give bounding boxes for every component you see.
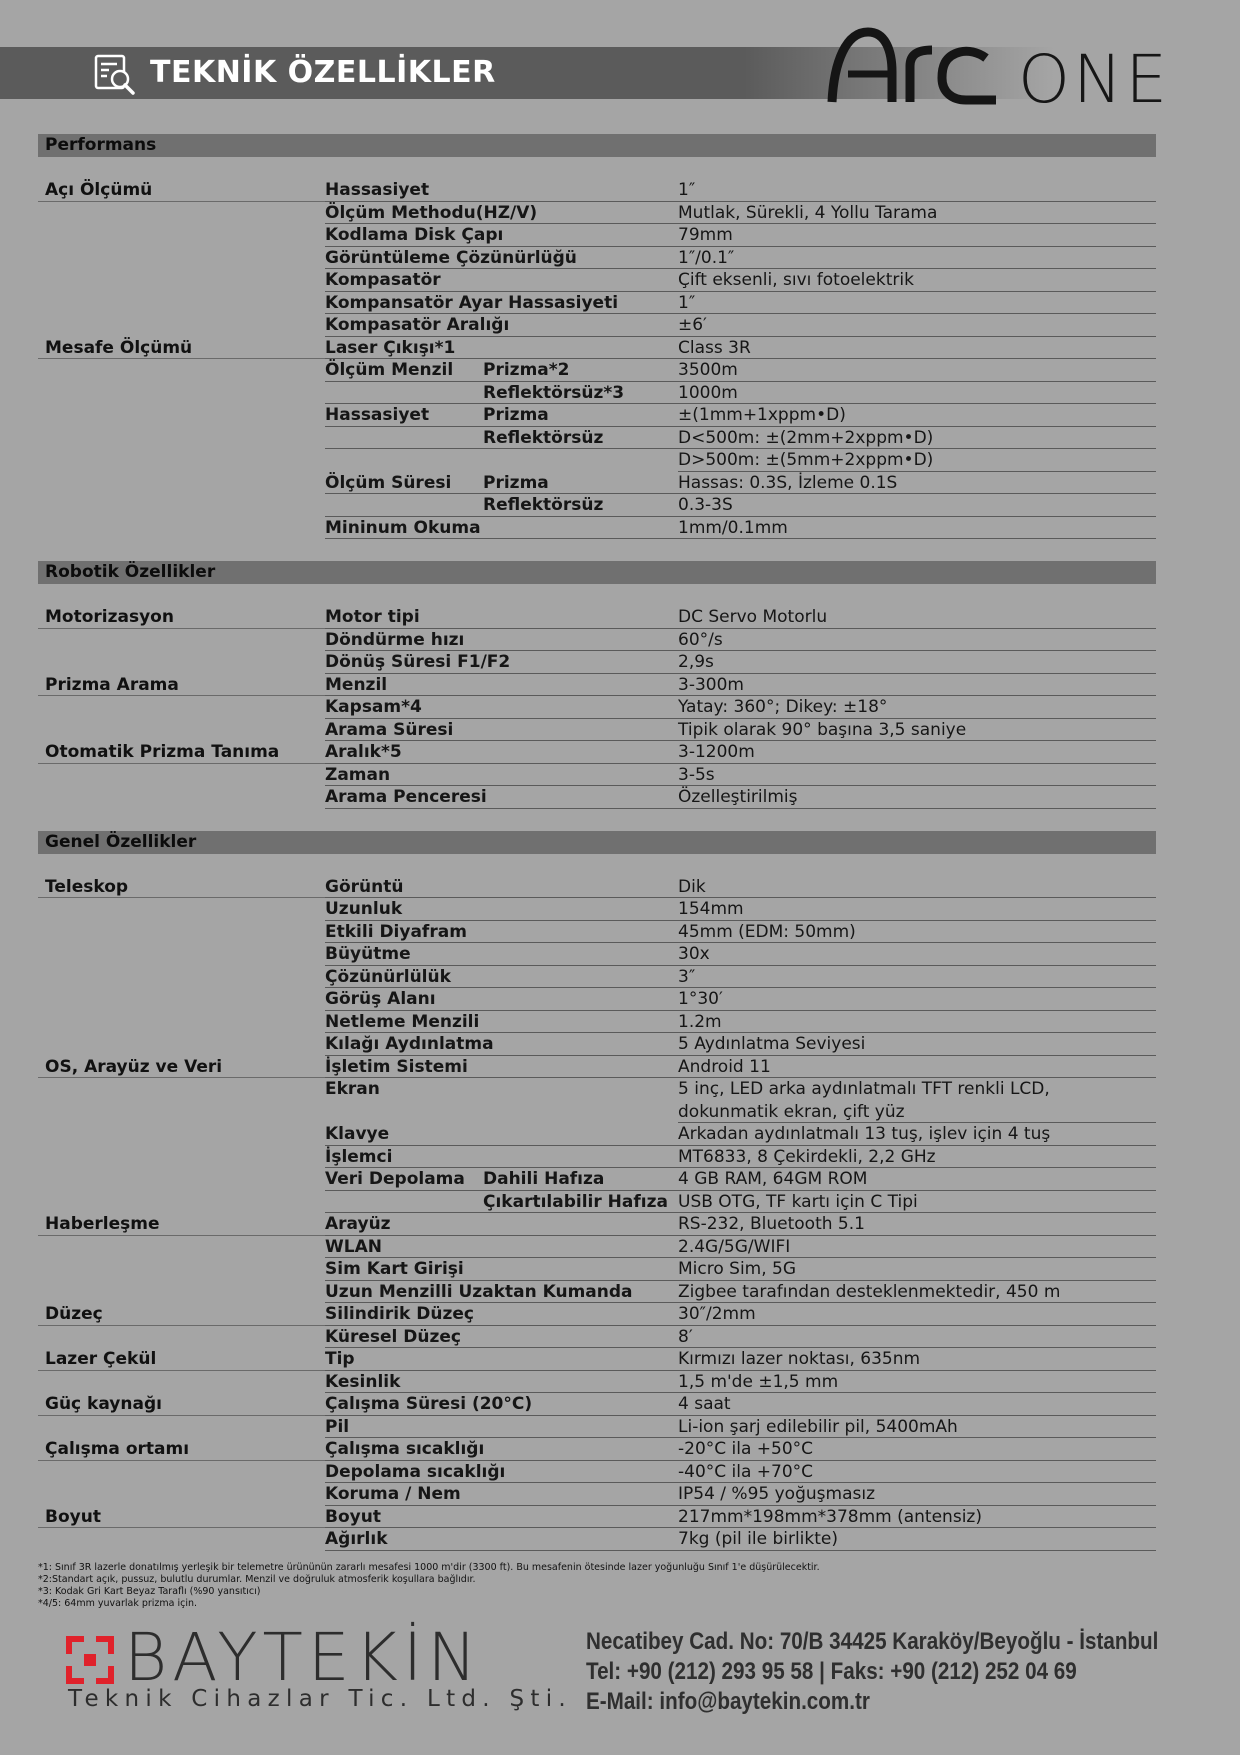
spec-value: 3-300m	[678, 674, 744, 695]
spec-row	[38, 337, 1156, 360]
spec-label: Görüş Alanı	[325, 989, 436, 1009]
spec-row	[38, 1123, 1156, 1146]
spec-row	[38, 1528, 1156, 1551]
spec-label: Çalışma Süresi (20°C)	[325, 1394, 533, 1414]
spec-value: 1000m	[678, 382, 738, 403]
spec-label: Kompasatör	[325, 270, 441, 290]
spec-value: 4 saat	[678, 1394, 731, 1414]
spec-value: IP54 / %95 yoğuşmasız	[678, 1484, 875, 1504]
footnote: *3: Kodak Gri Kart Beyaz Taraflı (%90 yansıtıcı)	[38, 1586, 261, 1597]
spec-label: Ekran	[325, 1079, 380, 1099]
footnotes	[38, 1562, 820, 1610]
spec-document-icon	[93, 52, 137, 96]
spec-label: Kesinlik	[325, 1371, 401, 1392]
spec-sublabel: Reflektörsüz*3	[483, 382, 625, 403]
spec-row	[38, 202, 1156, 225]
spec-sublabel: Reflektörsüz	[483, 495, 604, 515]
spec-value: USB OTG, TF kartı için C Tipi	[678, 1191, 918, 1212]
row-divider	[325, 808, 1156, 809]
footnote: *4/5: 64mm yuvarlak prizma için.	[38, 1598, 198, 1609]
spec-value: DC Servo Motorlu	[678, 607, 828, 627]
spec-label: Pil	[325, 1416, 350, 1437]
spec-label: Görüntü	[325, 876, 404, 897]
spec-sublabel: Çıkartılabilir Hafıza	[483, 1191, 668, 1212]
spec-row	[38, 1303, 1156, 1326]
spec-label: Aralık*5	[325, 742, 402, 762]
spec-row	[38, 1281, 1156, 1304]
spec-value: dokunmatik ekran, çift yüz	[678, 1101, 905, 1122]
row-divider	[325, 1550, 1156, 1551]
spec-value: 1″	[678, 292, 696, 313]
spec-row	[38, 517, 1156, 540]
spec-label: Arama Süresi	[325, 719, 454, 740]
spec-label: WLAN	[325, 1236, 382, 1257]
spec-value: -20°C ila +50°C	[678, 1439, 814, 1459]
spec-label: Arayüz	[325, 1214, 391, 1234]
spec-label: Çalışma sıcaklığı	[325, 1439, 485, 1459]
section-header: Performans	[38, 134, 1156, 157]
spec-value: 217mm*198mm*378mm (antensiz)	[678, 1506, 982, 1527]
spec-label: Netleme Menzili	[325, 1011, 480, 1032]
spec-row	[38, 629, 1156, 652]
spec-sublabel: Prizma	[483, 472, 549, 493]
spec-category: OS, Arayüz ve Veri	[45, 1056, 223, 1077]
section-header: Robotik Özellikler	[38, 561, 1156, 584]
spec-label: Depolama sıcaklığı	[325, 1461, 506, 1482]
spec-label: Kapsam*4	[325, 697, 422, 717]
spec-category: Motorizasyon	[45, 607, 174, 627]
spec-value: 1″	[678, 180, 696, 200]
spec-row	[38, 1506, 1156, 1529]
spec-row	[38, 1371, 1156, 1394]
spec-row	[38, 1078, 1156, 1101]
company-mark-icon	[64, 1634, 116, 1686]
brand-one-text: ONE	[1018, 41, 1171, 118]
spec-row	[38, 1461, 1156, 1484]
footnote: *1: Sınıf 3R lazerle donatılmış yerleşik bir telemetre ürününün zararlı mesafesi 1000 m'dir (3300 ft). Bu mesafenin ötesinde lazer yoğunluğu Sınıf 1'e düşürülecektir.	[38, 1562, 820, 1573]
spec-row	[38, 292, 1156, 315]
spec-label: Kodlama Disk Çapı	[325, 225, 504, 245]
spec-label: Uzunluk	[325, 899, 403, 919]
spec-value: 1.2m	[678, 1011, 722, 1032]
spec-value: 154mm	[678, 899, 744, 919]
spec-row	[38, 786, 1156, 809]
page-title: TEKNİK ÖZELLİKLER	[150, 55, 496, 90]
spec-row	[38, 1416, 1156, 1439]
spec-label: Veri Depolama	[325, 1169, 465, 1189]
spec-label: Kompansatör Ayar Hassasiyeti	[325, 292, 619, 313]
spec-category: Güç kaynağı	[45, 1394, 162, 1414]
spec-category: Düzeç	[45, 1304, 103, 1324]
spec-value: 3500m	[678, 360, 738, 380]
spec-row	[38, 1258, 1156, 1281]
spec-label: Küresel Düzeç	[325, 1326, 461, 1347]
spec-value: 1,5 m'de ±1,5 mm	[678, 1371, 839, 1392]
spec-category: Mesafe Ölçümü	[45, 337, 193, 358]
spec-value: 4 GB RAM, 64GM ROM	[678, 1169, 868, 1189]
spec-label: Hassasiyet	[325, 180, 430, 200]
spec-value: D>500m: ±(5mm+2xppm•D)	[678, 450, 934, 470]
spec-value: RS-232, Bluetooth 5.1	[678, 1214, 865, 1234]
spec-row	[38, 1101, 1156, 1124]
spec-value: -40°C ila +70°C	[678, 1461, 814, 1482]
spec-label: Motor tipi	[325, 607, 420, 627]
spec-value: Kırmızı lazer noktası, 635nm	[678, 1349, 921, 1369]
spec-label: Kompasatör Aralığı	[325, 315, 510, 335]
spec-label: Dönüş Süresi F1/F2	[325, 652, 511, 672]
spec-label: Sim Kart Girişi	[325, 1259, 464, 1279]
spec-value: 8′	[678, 1326, 693, 1347]
spec-label: Döndürme hızı	[325, 629, 465, 650]
spec-label: Ölçüm Süresi	[325, 472, 452, 493]
spec-row	[38, 988, 1156, 1011]
spec-label: Arama Penceresi	[325, 787, 487, 807]
spec-value: 3-5s	[678, 764, 715, 785]
spec-value: Android 11	[678, 1056, 771, 1077]
spec-row	[38, 494, 1156, 517]
spec-label: Boyut	[325, 1506, 381, 1527]
spec-value: Mutlak, Sürekli, 4 Yollu Tarama	[678, 202, 938, 223]
spec-row	[38, 966, 1156, 989]
spec-row	[38, 1168, 1156, 1191]
spec-table	[38, 134, 1156, 1551]
spec-row	[38, 382, 1156, 405]
spec-value: 60°/s	[678, 629, 723, 650]
spec-row	[38, 898, 1156, 921]
spec-row	[38, 247, 1156, 270]
section-header: Genel Özellikler	[38, 831, 1156, 854]
spec-value: 45mm (EDM: 50mm)	[678, 921, 856, 942]
spec-sublabel: Prizma	[483, 405, 549, 425]
spec-row	[38, 674, 1156, 697]
spec-row	[38, 696, 1156, 719]
spec-label: Ölçüm Menzil	[325, 360, 454, 380]
spec-label: Kılağı Aydınlatma	[325, 1034, 494, 1054]
spec-row	[38, 1326, 1156, 1349]
spec-value: ±6′	[678, 315, 707, 335]
spec-row	[38, 719, 1156, 742]
spec-value: 2,9s	[678, 652, 714, 672]
spec-label: Uzun Menzilli Uzaktan Kumanda	[325, 1281, 633, 1302]
spec-value: ±(1mm+1xppm•D)	[678, 405, 846, 425]
spec-row	[38, 314, 1156, 337]
spec-category: Teleskop	[45, 876, 129, 897]
spec-row	[38, 876, 1156, 899]
spec-label: İşlemci	[325, 1146, 393, 1167]
spec-label: Laser Çıkışı*1	[325, 337, 456, 358]
spec-label: İşletim Sistemi	[325, 1056, 468, 1077]
spec-category: Çalışma ortamı	[45, 1439, 190, 1459]
spec-row	[38, 472, 1156, 495]
spec-row	[38, 651, 1156, 674]
spec-row	[38, 1483, 1156, 1506]
row-divider	[325, 538, 1156, 539]
spec-value: 0.3-3S	[678, 495, 733, 515]
spec-label: Tip	[325, 1349, 355, 1369]
spec-category: Lazer Çekül	[45, 1349, 157, 1369]
spec-value: Hassas: 0.3S, İzleme 0.1S	[678, 472, 898, 493]
footnote: *2:Standart açık, pussuz, bulutlu durumlar. Menzil ve doğruluk atmosferik koşullara bağlıdır.	[38, 1574, 476, 1585]
spec-row	[38, 269, 1156, 292]
spec-value: 1°30′	[678, 989, 723, 1009]
spec-value: MT6833, 8 Çekirdekli, 2,2 GHz	[678, 1146, 936, 1167]
spec-sublabel: Prizma*2	[483, 360, 570, 380]
spec-row	[38, 921, 1156, 944]
spec-row	[38, 1393, 1156, 1416]
spec-value: 79mm	[678, 225, 733, 245]
spec-label: Ağırlık	[325, 1529, 388, 1549]
spec-value: Arkadan aydınlatmalı 13 tuş, işlev için 4 tuş	[678, 1124, 1051, 1144]
spec-label: Menzil	[325, 674, 388, 695]
spec-label: Etkili Diyafram	[325, 921, 467, 942]
spec-row	[38, 764, 1156, 787]
spec-row	[38, 1438, 1156, 1461]
spec-value: Özelleştirilmiş	[678, 787, 798, 807]
spec-row	[38, 1348, 1156, 1371]
spec-value: Class 3R	[678, 337, 751, 358]
spec-row	[38, 449, 1156, 472]
spec-row	[38, 1011, 1156, 1034]
spec-row	[38, 1146, 1156, 1169]
spec-value: D<500m: ±(2mm+2xppm•D)	[678, 427, 934, 448]
contact-block	[586, 1627, 1240, 1717]
spec-row	[38, 224, 1156, 247]
spec-label: Koruma / Nem	[325, 1484, 461, 1504]
spec-row	[38, 359, 1156, 382]
spec-value: Tipik olarak 90° başına 3,5 saniye	[678, 719, 967, 740]
spec-value: 5 Aydınlatma Seviyesi	[678, 1034, 866, 1054]
spec-value: 2.4G/5G/WIFI	[678, 1236, 791, 1257]
spec-value: 5 inç, LED arka aydınlatmalı TFT renkli LCD,	[678, 1079, 1050, 1099]
spec-value: Yatay: 360°; Dikey: ±18°	[678, 697, 888, 717]
spec-label: Görüntüleme Çözünürlüğü	[325, 247, 577, 268]
spec-row	[38, 943, 1156, 966]
spec-value: Dik	[678, 876, 706, 897]
spec-row	[38, 741, 1156, 764]
spec-category: Otomatik Prizma Tanıma	[45, 742, 280, 762]
company-subtitle: Teknik Cihazlar Tic. Ltd. Şti.	[68, 1686, 573, 1712]
spec-label: Mininum Okuma	[325, 517, 481, 538]
company-logo	[64, 1619, 573, 1732]
spec-row	[38, 1213, 1156, 1236]
spec-row	[38, 427, 1156, 450]
spec-category: Haberleşme	[45, 1214, 160, 1234]
spec-category: Boyut	[45, 1506, 101, 1527]
spec-value: Li-ion şarj edilebilir pil, 5400mAh	[678, 1416, 958, 1437]
spec-row	[38, 606, 1156, 629]
spec-value: 30″/2mm	[678, 1304, 756, 1324]
spec-value: 30x	[678, 944, 710, 964]
spec-category: Açı Ölçümü	[45, 180, 153, 200]
spec-category: Prizma Arama	[45, 674, 179, 695]
spec-row	[38, 1033, 1156, 1056]
company-email[interactable]: E-Mail: info@baytekin.com.tr	[586, 1688, 870, 1715]
spec-row	[38, 179, 1156, 202]
spec-label: Büyütme	[325, 944, 411, 964]
spec-value: 3″	[678, 966, 696, 987]
spec-label: Hassasiyet	[325, 405, 430, 425]
spec-value: Micro Sim, 5G	[678, 1259, 797, 1279]
company-phones: Tel: +90 (212) 293 95 58 | Faks: +90 (212) 252 04 69	[586, 1658, 1077, 1685]
spec-value: Zigbee tarafından desteklenmektedir, 450 m	[678, 1281, 1061, 1302]
spec-sublabel: Reflektörsüz	[483, 427, 604, 448]
company-address: Necatibey Cad. No: 70/B 34425 Karaköy/Beyoğlu - İstanbul	[586, 1628, 1159, 1655]
spec-value: Çift eksenli, sıvı fotoelektrik	[678, 270, 914, 290]
spec-row	[38, 1191, 1156, 1214]
spec-label: Ölçüm Methodu(HZ/V)	[325, 202, 538, 223]
spec-value: 1″/0.1″	[678, 247, 735, 268]
spec-label: Klavye	[325, 1124, 390, 1144]
spec-label: Çözünürlülük	[325, 966, 451, 987]
spec-label: Silindirik Düzeç	[325, 1304, 474, 1324]
company-name: BAYTEKİN	[124, 1619, 482, 1696]
spec-row	[38, 1236, 1156, 1259]
spec-value: 1mm/0.1mm	[678, 517, 788, 538]
spec-row	[38, 404, 1156, 427]
spec-row	[38, 1056, 1156, 1079]
spec-value: 3-1200m	[678, 742, 755, 762]
spec-label: Zaman	[325, 764, 391, 785]
spec-sublabel: Dahili Hafıza	[483, 1169, 605, 1189]
spec-value: 7kg (pil ile birlikte)	[678, 1529, 838, 1549]
